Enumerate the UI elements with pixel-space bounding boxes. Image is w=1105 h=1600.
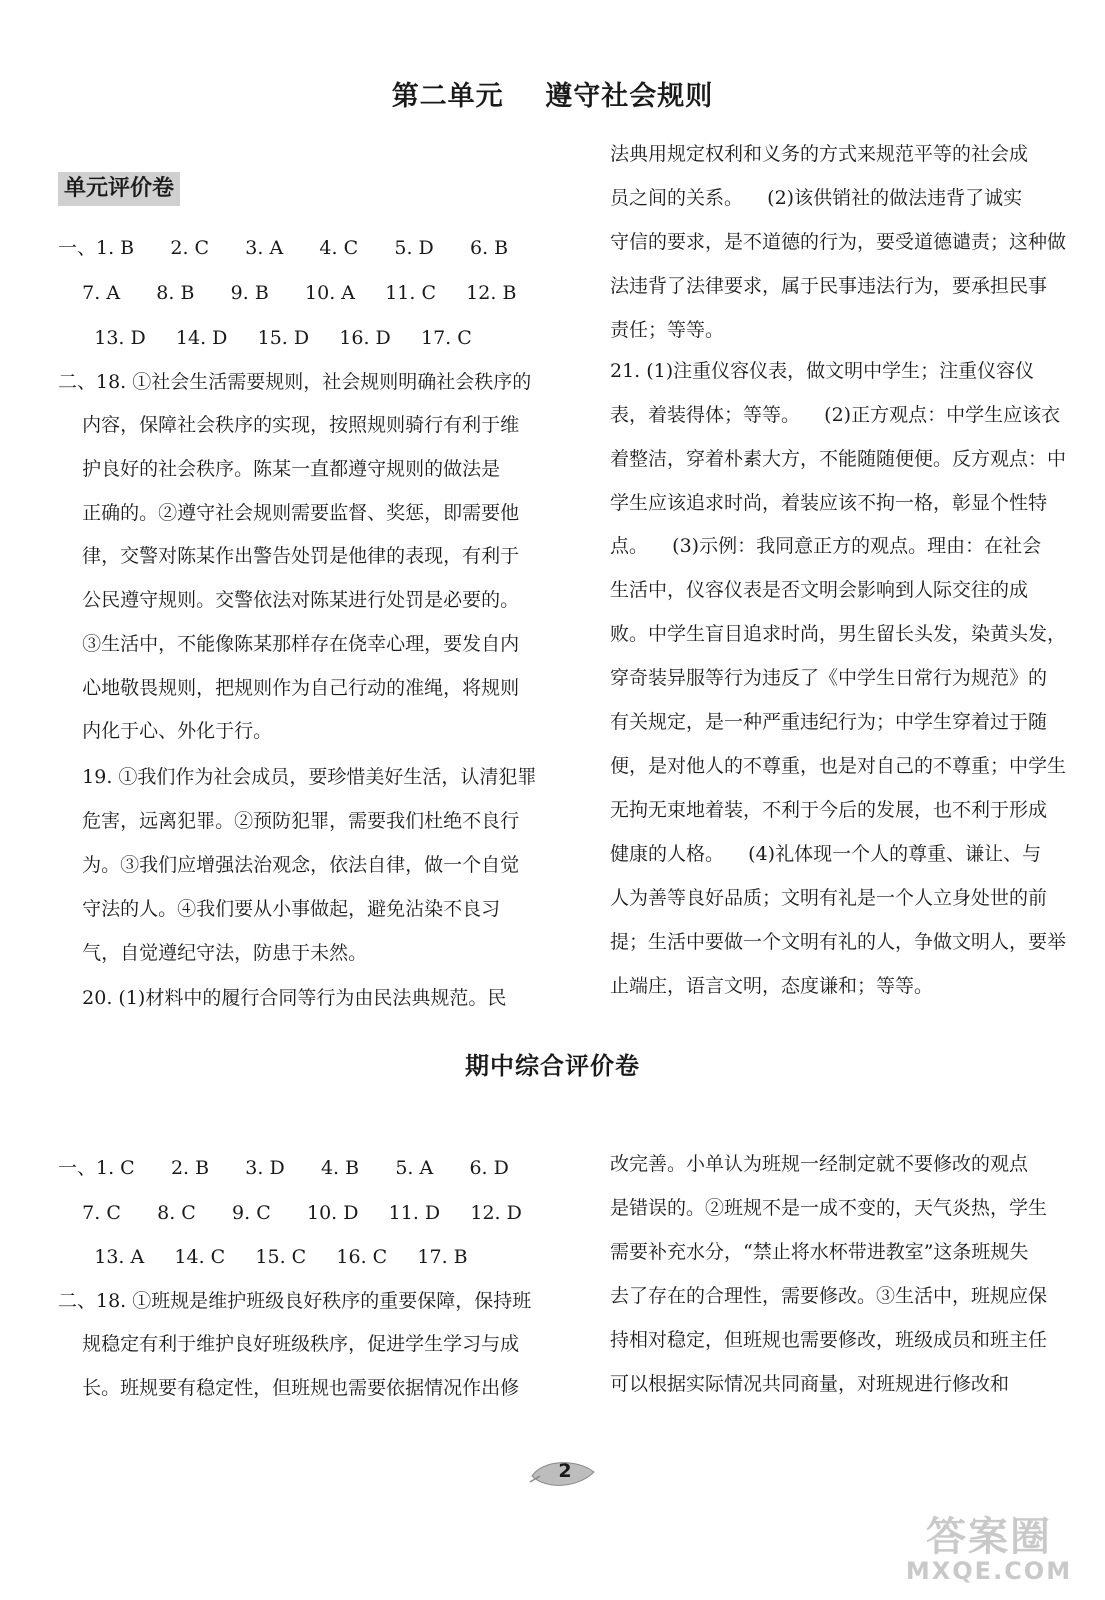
answer-line: 13. D 14. D 15. D 16. D 17. C bbox=[58, 327, 472, 349]
answer-line: 穿奇装异服等行为违反了《中学生日常行为规范》的 bbox=[610, 667, 1048, 689]
answer-line: 生活中，仪容仪表是否文明会影响到人际交往的成 bbox=[610, 579, 1029, 601]
answer-line: 有关规定，是一种严重违纪行为；中学生穿着过于随 bbox=[610, 711, 1048, 733]
answer-line: 守法的人。④我们要从小事做起，避免沾染不良习 bbox=[58, 898, 501, 920]
answer-line: 人为善等良好品质；文明有礼是一个人立身处世的前 bbox=[610, 887, 1048, 909]
answer-line: 提；生活中要做一个文明有礼的人，争做文明人，要举 bbox=[610, 931, 1067, 953]
answer-line: 表，着装得体；等等。 (2)正方观点：中学生应该衣 bbox=[610, 404, 1061, 426]
answer-line: 公民遵守规则。交警依法对陈某进行处罚是必要的。 bbox=[58, 589, 520, 611]
answer-line: 7. A 8. B 9. B 10. A 11. C 12. B bbox=[58, 282, 517, 304]
answer-line: 7. C 8. C 9. C 10. D 11. D 12. D bbox=[58, 1202, 522, 1224]
answer-line: 危害，远离犯罪。②预防犯罪，需要我们杜绝不良行 bbox=[58, 810, 520, 832]
answer-line: 内化于心、外化于行。 bbox=[58, 720, 273, 742]
answer-line: 便，是对他人的不尊重，也是对自己的不尊重；中学生 bbox=[610, 755, 1067, 777]
answer-line: 19. ①我们作为社会成员，要珍惜美好生活，认清犯罪 bbox=[58, 766, 537, 788]
answer-line: 守信的要求，是不道德的行为，要受道德谴责；这种做 bbox=[610, 231, 1067, 253]
watermark-text: 答案圈 bbox=[926, 1514, 1052, 1560]
answer-line: 13. A 14. C 15. C 16. C 17. B bbox=[58, 1246, 468, 1268]
answer-line: 一、1. B 2. C 3. A 4. C 5. D 6. B bbox=[58, 237, 509, 259]
answer-line: 着整洁，穿着朴素大方，不能随随便便。反方观点：中 bbox=[610, 448, 1067, 470]
answer-line: 持相对稳定，但班规也需要修改，班级成员和班主任 bbox=[610, 1329, 1048, 1351]
section-label: 单元评价卷 bbox=[58, 172, 180, 206]
answer-line: 二、18. ①班规是维护班级良好秩序的重要保障，保持班 bbox=[58, 1290, 532, 1312]
answer-line: 可以根据实际情况共同商量，对班规进行修改和 bbox=[610, 1373, 1010, 1395]
page-number-badge bbox=[528, 1456, 598, 1492]
answer-line: 员之间的关系。 (2)该供销社的做法违背了诚实 bbox=[610, 187, 1023, 209]
answer-line: 为。③我们应增强法治观念，依法自律，做一个自觉 bbox=[58, 854, 520, 876]
answer-line: 21. (1)注重仪容仪表，做文明中学生；注重仪容仪 bbox=[610, 360, 1035, 382]
page-number: 2 bbox=[558, 1460, 572, 1482]
answer-line: 20. (1)材料中的履行合同等行为由民法典规范。民 bbox=[58, 987, 507, 1009]
answer-line: 是错误的。②班规不是一成不变的，天气炎热，学生 bbox=[610, 1197, 1048, 1219]
answer-line: 一、1. C 2. B 3. D 4. B 5. A 6. D bbox=[58, 1157, 509, 1179]
answer-line: ③生活中，不能像陈某那样存在侥幸心理，要发自内 bbox=[58, 633, 520, 655]
answer-line: 律，交警对陈某作出警告处罚是他律的表现，有利于 bbox=[58, 545, 520, 567]
answer-line: 内容，保障社会秩序的实现，按照规则骑行有利于维 bbox=[58, 414, 520, 436]
answer-line: 点。 (3)示例：我同意正方的观点。理由：在社会 bbox=[610, 535, 1042, 557]
answer-line: 去了存在的合理性，需要修改。③生活中，班规应保 bbox=[610, 1285, 1048, 1307]
answer-line: 心地敬畏规则，把规则作为自己行动的准绳，将规则 bbox=[58, 677, 520, 699]
answer-line: 无拘无束地着装，不利于今后的发展，也不利于形成 bbox=[610, 799, 1048, 821]
answer-line: 气，自觉遵纪守法，防患于未然。 bbox=[58, 942, 368, 964]
answer-line: 正确的。②遵守社会规则需要监督、奖惩，即需要他 bbox=[58, 502, 520, 524]
midterm-title: 期中综合评价卷 bbox=[465, 1052, 640, 1080]
watermark-logo bbox=[904, 1505, 1074, 1589]
answer-line: 健康的人格。 (4)礼体现一个人的尊重、谦让、与 bbox=[610, 843, 1042, 865]
answer-line: 责任；等等。 bbox=[610, 319, 725, 341]
answer-line: 需要补充水分，“禁止将水杯带进教室”这条班规失 bbox=[610, 1241, 1029, 1263]
answer-line: 长。班规要有稳定性，但班规也需要依据情况作出修 bbox=[58, 1377, 520, 1399]
answer-line: 止端庄，语言文明，态度谦和；等等。 bbox=[610, 975, 934, 997]
answer-line: 法典用规定权利和义务的方式来规范平等的社会成 bbox=[610, 143, 1029, 165]
answer-line: 二、18. ①社会生活需要规则，社会规则明确社会秩序的 bbox=[58, 371, 532, 393]
unit-title: 第二单元 遵守社会规则 bbox=[391, 81, 714, 112]
answer-line: 败。中学生盲目追求时尚，男生留长头发，染黄头发， bbox=[610, 623, 1067, 645]
answer-line: 规稳定有利于维护良好班级秩序，促进学生学习与成 bbox=[58, 1333, 520, 1355]
answer-line: 法违背了法律要求，属于民事违法行为，要承担民事 bbox=[610, 275, 1048, 297]
answer-line: 改完善。小单认为班规一经制定就不要修改的观点 bbox=[610, 1153, 1029, 1175]
answer-line: 护良好的社会秩序。陈某一直都遵守规则的做法是 bbox=[58, 458, 501, 480]
answer-line: 学生应该追求时尚，着装应该不拘一格，彰显个性特 bbox=[610, 492, 1048, 514]
watermark-url: MXQE.COM bbox=[905, 1557, 1073, 1585]
